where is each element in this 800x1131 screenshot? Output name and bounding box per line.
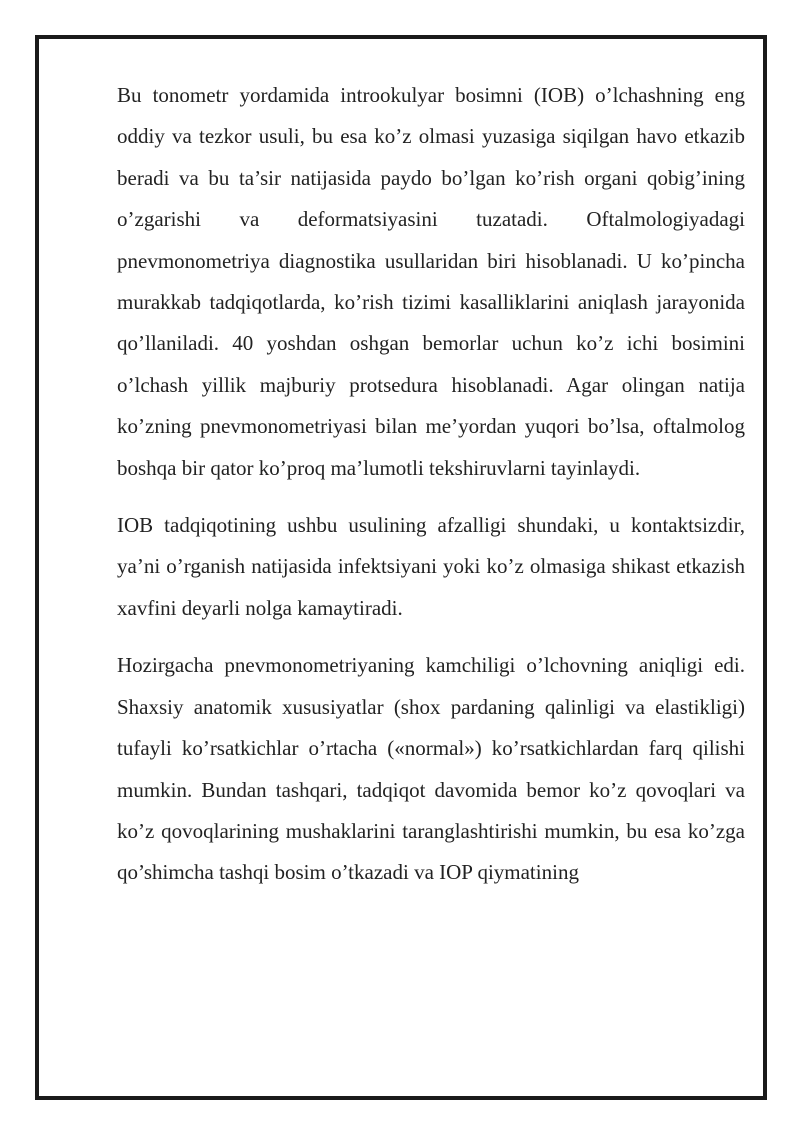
paragraph-advantage: IOB tadqiqotining ushbu usulining afzalligi shundaki, u kontaktsizdir, ya’ni o’rganish natijasida infektsiyani yoki ko’z olmasiga shikast etkazish xavfini deyarli nolga kamaytiradi.	[117, 513, 745, 620]
paragraph-disadvantage: Hozirgacha pnevmonometriyaning kamchiligi o’lchovning aniqligi edi. Shaxsiy anatomik xususiyatlar (shox pardaning qalinligi va elastikligi) tufayli ko’rsatkichlar o’rtacha («normal») ko’rsatkichlardan farq qilishi mumkin. Bundan tashqari, tadqiqot davomida bemor ko’z qovoqlari va ko’z qovoqlarining mushaklarini taranglashtirishi mumkin, bu esa ko’zga qo’shimcha tashqi bosim o’tkazadi va IOP qiymatining	[117, 653, 745, 885]
page-border	[35, 35, 767, 1100]
paragraph-pneumotonometry-intro: Bu tonometr yordamida introokulyar bosimni (IOB) o’lchashning eng oddiy va tezkor usuli, bu esa ko’z olmasi yuzasiga siqilgan havo etkazib beradi va bu ta’sir natijasida paydo bo’lgan ko’rish organi qobig’ining o’zgarishi va deformatsiyasini tuzatadi. Oftalmologiyadagi pnevmonometriya diagnostika usullaridan biri hisoblanadi. U ko’pincha murakkab tadqiqotlarda, ko’rish tizimi kasalliklarini aniqlash jarayonida qo’llaniladi. 40 yoshdan oshgan bemorlar uchun ko’z ichi bosimini o’lchash yillik majburiy protsedura hisoblanadi. Agar olingan natija ko’zning pnevmonometriyasi bilan me’yordan yuqori bo’lsa, oftalmolog boshqa bir qator ko’proq ma’lumotli tekshiruvlarni tayinlaydi.	[117, 83, 745, 480]
document-body	[117, 75, 745, 910]
